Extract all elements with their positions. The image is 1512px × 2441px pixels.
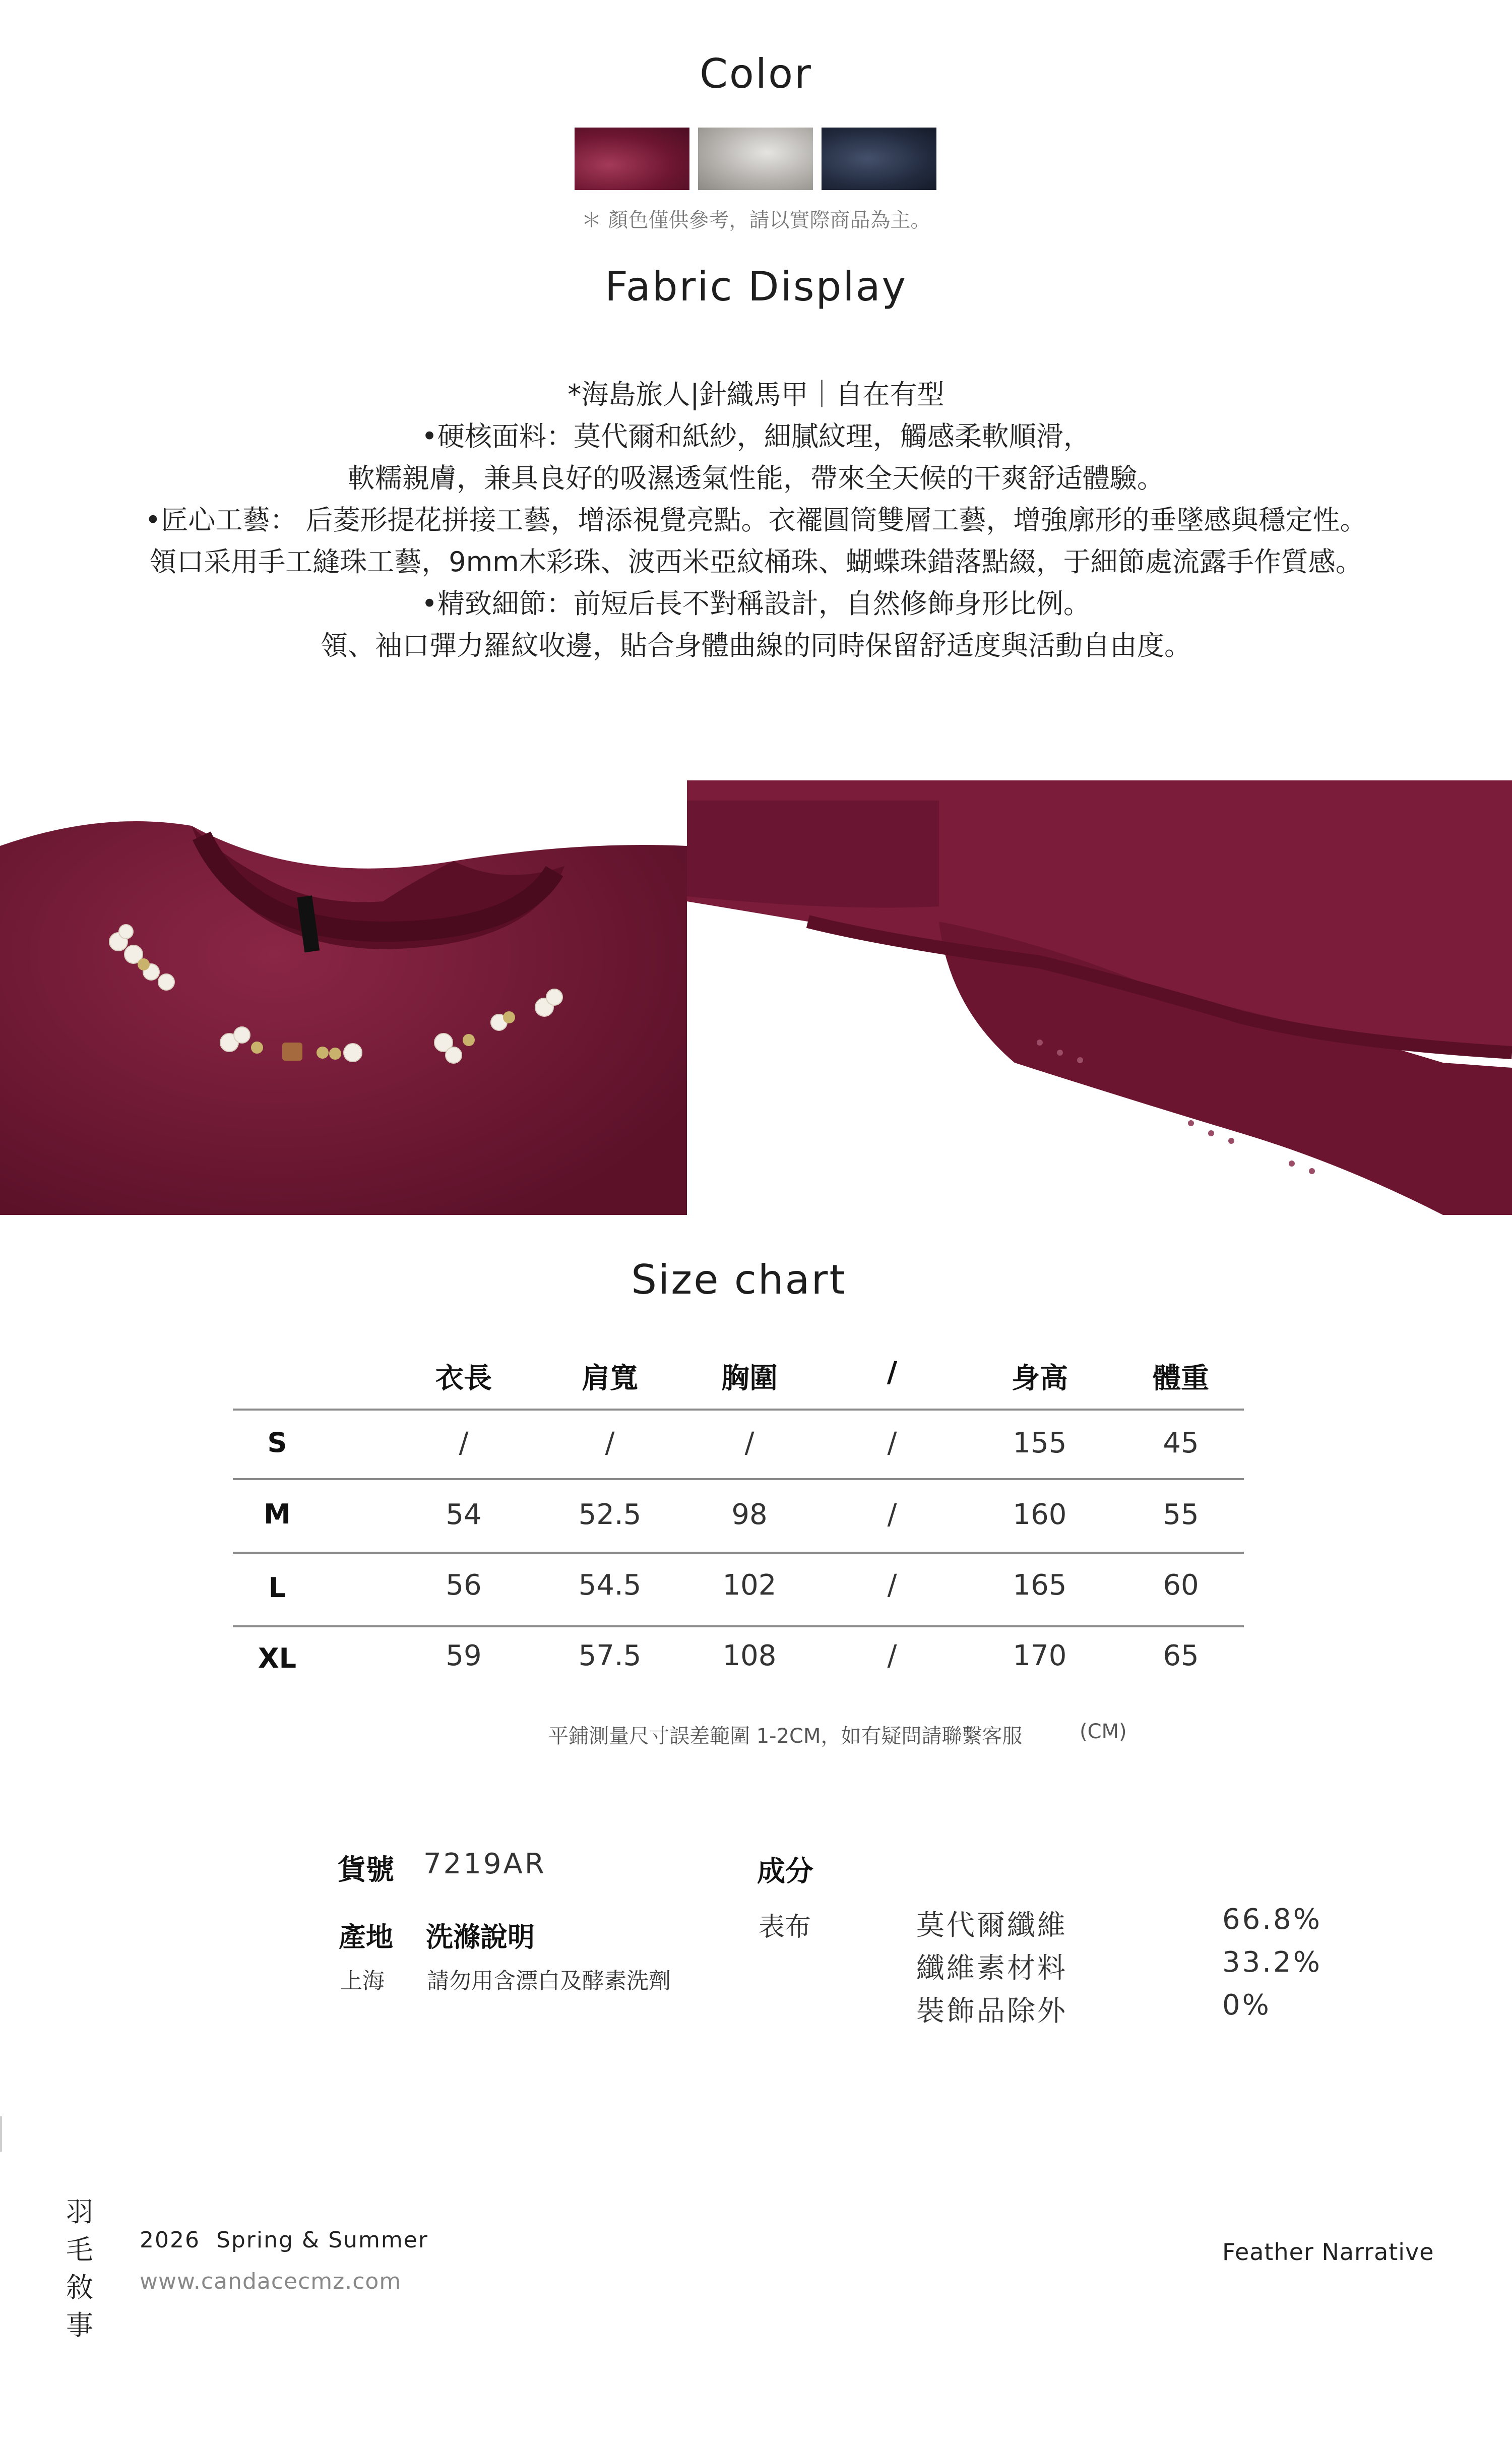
website-link[interactable]: www.candacecmz.com	[140, 2269, 402, 2294]
swatch-burgundy[interactable]	[575, 128, 689, 190]
table-cell: 52.5	[578, 1498, 642, 1531]
item-no-label: 貨號	[338, 1854, 394, 1886]
swatch-gray[interactable]	[698, 128, 813, 190]
header-shoulder: 肩寬	[582, 1362, 638, 1395]
fabric-label: 表布	[759, 1912, 811, 1942]
wash-value: 請勿用含漂白及酵素洗劑	[427, 1968, 671, 1994]
table-cell: 65	[1163, 1639, 1199, 1672]
table-cell: 102	[722, 1569, 777, 1602]
table-cell: /	[887, 1498, 897, 1531]
table-cell: 59	[446, 1639, 482, 1672]
table-cell: 108	[722, 1639, 777, 1672]
size-label-xl: XL	[258, 1642, 297, 1674]
color-note: ＊ 顏色僅供參考，請以實際商品為主。	[581, 209, 931, 232]
brand-char: 事	[66, 2309, 93, 2341]
desc-line: •精致細節：前短后長不對稱設計，自然修飾身形比例。	[421, 588, 1091, 620]
desc-line: 領口采用手工縫珠工藝，9mm木彩珠、波西米亞紋桶珠、蝴蝶珠錯落點綴，于細節處流露手作質感。	[149, 546, 1363, 578]
color-title: Color	[700, 50, 812, 97]
desc-line: •硬核面料：莫代爾和紙紗，細膩紋理，觸感柔軟順滑，	[421, 420, 1091, 452]
size-label-m: M	[264, 1498, 291, 1530]
table-cell: 170	[1013, 1639, 1067, 1672]
header-weight: 體重	[1153, 1362, 1209, 1395]
header-height: 身高	[1012, 1362, 1068, 1395]
material-name: 莫代爾纖維	[916, 1909, 1067, 1942]
table-cell: 60	[1163, 1569, 1199, 1602]
brand-english: Feather Narrative	[1222, 2238, 1434, 2266]
origin-label: 產地	[339, 1921, 393, 1953]
table-cell: 57.5	[578, 1639, 642, 1672]
table-cell: 160	[1013, 1498, 1067, 1531]
header-chest: 胸圍	[721, 1362, 778, 1395]
item-no-value: 7219AR	[423, 1848, 546, 1880]
table-cell: /	[744, 1427, 754, 1459]
composition-label: 成分	[757, 1855, 813, 1888]
size-label-l: L	[268, 1572, 286, 1604]
desc-line: •匠心工藝： 后菱形提花拼接工藝，增添視覺亮點。衣襬圓筒雙層工藝，增強廓形的垂墜感與穩定性。	[145, 504, 1367, 536]
edge-mark	[0, 2116, 2, 2152]
header-slash: /	[887, 1356, 898, 1389]
swatch-navy[interactable]	[822, 128, 936, 190]
table-cell: 54.5	[578, 1569, 642, 1602]
table-divider	[233, 1409, 1244, 1411]
table-cell: 98	[731, 1498, 768, 1531]
table-cell: 56	[446, 1569, 482, 1602]
table-cell: /	[459, 1427, 469, 1459]
material-percent: 33.2%	[1222, 1946, 1322, 1979]
fabric-description	[0, 374, 1512, 666]
table-cell: /	[887, 1569, 897, 1602]
wash-label: 洗滌說明	[426, 1921, 535, 1953]
table-divider	[233, 1552, 1244, 1554]
size-note: 平鋪測量尺寸誤差範圍 1-2CM，如有疑問請聯繫客服	[548, 1725, 1023, 1748]
neckline-photo	[0, 780, 687, 1215]
material-percent: 66.8%	[1222, 1903, 1322, 1936]
table-cell: /	[887, 1639, 897, 1672]
table-cell: 45	[1163, 1427, 1199, 1459]
table-cell: 54	[446, 1498, 482, 1531]
desc-line: 軟糯親膚，兼具良好的吸濕透氣性能，帶來全天候的干爽舒适體驗。	[348, 462, 1164, 494]
size-label-s: S	[267, 1427, 287, 1458]
table-cell: 55	[1163, 1498, 1199, 1531]
table-divider	[233, 1478, 1244, 1480]
material-name: 裝飾品除外	[916, 1995, 1067, 2028]
material-name: 纖維素材料	[916, 1952, 1067, 1985]
brand-char: 敘	[66, 2272, 93, 2303]
desc-line: 領、袖口彈力羅紋收邊，貼合身體曲線的同時保留舒适度與活動自由度。	[321, 630, 1191, 661]
fabric-title: Fabric Display	[605, 263, 907, 310]
table-cell: /	[605, 1427, 615, 1459]
brand-char: 毛	[66, 2234, 93, 2266]
table-divider	[233, 1625, 1244, 1627]
table-cell: /	[887, 1427, 897, 1459]
header-length: 衣長	[435, 1362, 492, 1395]
origin-value: 上海	[340, 1968, 385, 1994]
season-label: 2026 Spring & Summer	[140, 2227, 428, 2253]
desc-line: *海島旅人|針織馬甲｜自在有型	[568, 379, 944, 410]
table-cell: 165	[1013, 1569, 1067, 1602]
brand-char: 羽	[66, 2196, 93, 2228]
table-cell: 155	[1013, 1427, 1067, 1459]
size-unit: (CM)	[1080, 1720, 1127, 1743]
hem-photo	[687, 780, 1512, 1215]
size-chart-title: Size chart	[631, 1256, 847, 1303]
material-percent: 0%	[1222, 1989, 1271, 2022]
